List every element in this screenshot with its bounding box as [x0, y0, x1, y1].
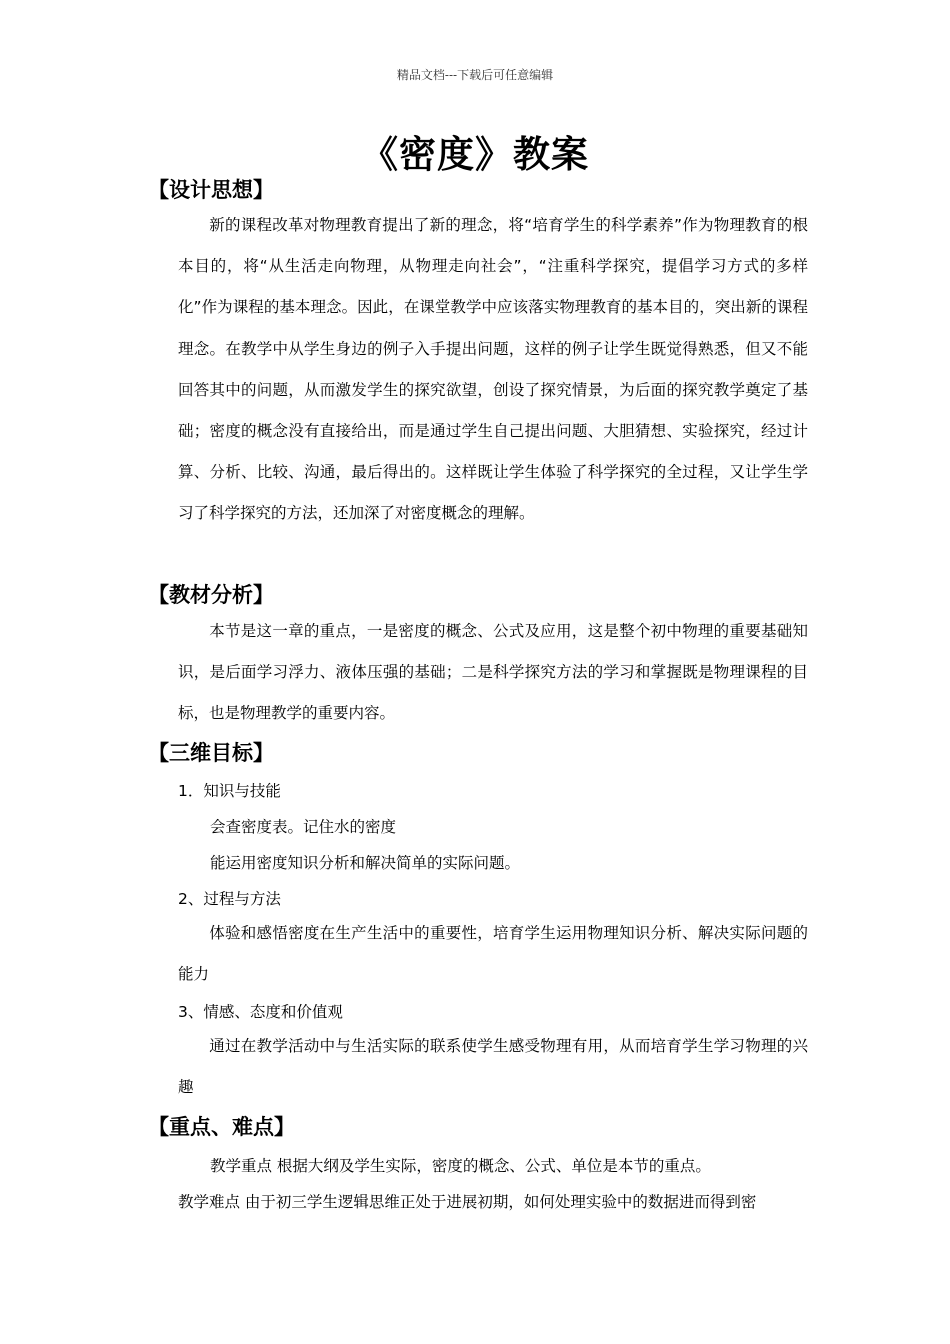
section-heading-key-points: 【重点、难点】 [148, 1115, 295, 1139]
goal-item-3-text: 通过在教学活动中与生活实际的联系使学生感受物理有用，从而培育学生学习物理的兴趣 [178, 1037, 808, 1097]
goal-item-2-paragraph [178, 913, 808, 995]
goal-item-2-text: 体验和感悟密度在生产生活中的重要性，培育学生运用物理知识分析、解决实际问题的能力 [178, 924, 808, 984]
paragraph-material [178, 611, 808, 735]
goal-item-3-title: 3、情感、态度和价值观 [178, 1003, 343, 1021]
section-heading-goals: 【三维目标】 [148, 741, 274, 765]
goal-item-2-title: 2、过程与方法 [178, 890, 281, 908]
document-title: 《密度》教案 [361, 133, 589, 176]
goal-item-1-line-1: 会查密度表。记住水的密度 [210, 818, 397, 836]
paragraph-design-text: 新的课程改革对物理教育提出了新的理念，将“培育学生的科学素养”作为物理教育的根本目的，将“从生活走向物理，从物理走向社会”，“注重科学探究，提倡学习方式的多样化”作为课程的基本理念。因此，在课堂教学中应该落实物理教育的基本目的，突出新的课程理念。在教学中从学生身边的例子入手提出问题，这样的例子让学生既觉得熟悉，但又不能回答其中的问题，从而激发学生的探究欲望，创设了探究情景，为后面的探究教学奠定了基础；密度的概念没有直接给出，而是通过学生自己提出问题、大胆猜想、实验探究，经过计算、分析、比较、沟通，最后得出的。这样既让学生体验了科学探究的全过程，又让学生学习了科学探究的方法，还加深了对密度概念的理解。 [178, 216, 808, 523]
key-point-line: 教学重点 根据大纲及学生实际，密度的概念、公式、单位是本节的重点。 [210, 1157, 711, 1175]
paragraph-design [178, 205, 808, 535]
goal-item-1-line-2: 能运用密度知识分析和解决简单的实际问题。 [210, 854, 521, 872]
section-heading-material: 【教材分析】 [148, 583, 274, 607]
section-heading-design: 【设计思想】 [148, 178, 274, 202]
header-note: 精品文档---下载后可任意编辑 [396, 68, 554, 82]
paragraph-material-text: 本节是这一章的重点，一是密度的概念、公式及应用，这是整个初中物理的重要基础知识，是后面学习浮力、液体压强的基础；二是科学探究方法的学习和掌握既是物理课程的目标，也是物理教学的重要内容。 [178, 622, 808, 723]
goal-item-1-title: 1．知识与技能 [178, 782, 281, 800]
difficult-point-line: 教学难点 由于初三学生逻辑思维正处于进展初期，如何处理实验中的数据进而得到密 [178, 1193, 757, 1211]
goal-item-3-paragraph [178, 1026, 808, 1108]
